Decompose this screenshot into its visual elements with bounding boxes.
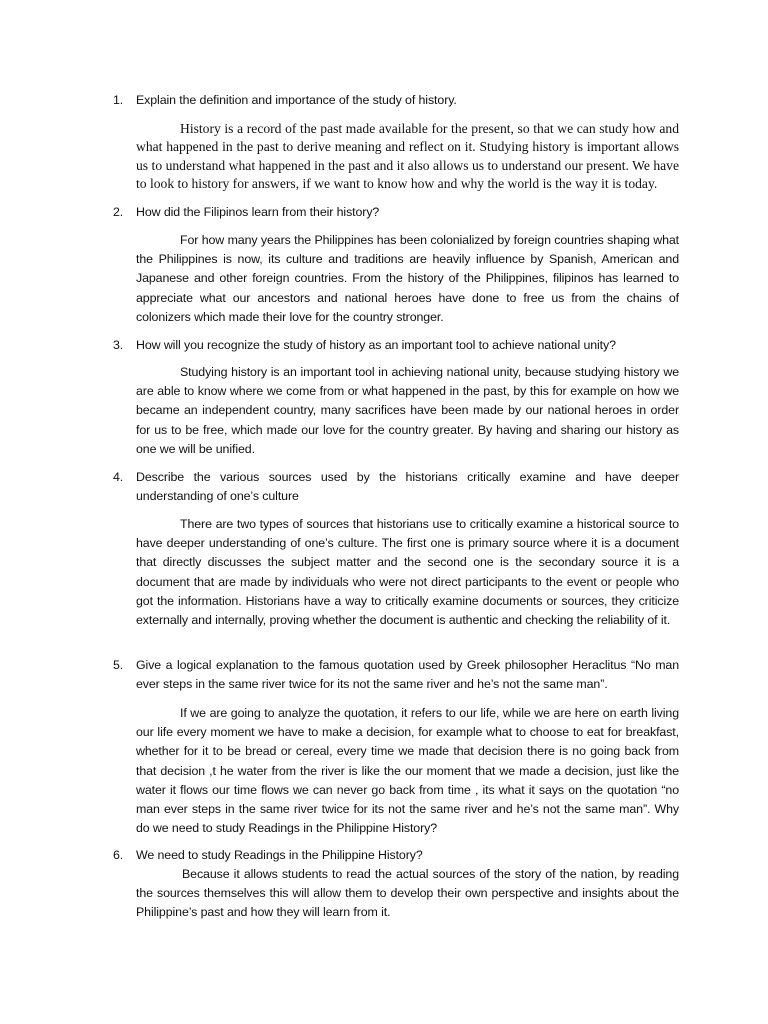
- answer-6: Because it allows students to read the actual sources of the story of the nation, by reading the sources themselves this will allow them to develop their own perspective and insights about the Philippine’s past and how they will learn from it.: [136, 867, 679, 920]
- answer-4: There are two types of sources that historians use to critically examine a historical source to have deeper understanding of one’s culture. The first one is primary source where it is a document that directly discusses the subject matter and the second one is the secondary source it is a document that are made by individuals who were not direct participants to the event or people who got the information. Historians have a way to critically examine documents or sources, they criticize externally and internally, proving whether the document is authentic and checking the reliability of it.: [136, 517, 679, 628]
- question-number: 3.: [113, 338, 124, 352]
- question-number: 2.: [113, 205, 124, 219]
- answer-5: If we are going to analyze the quotation, it refers to our life, while we are here on earth living our life every moment we have to make a decision, for example what to choose to eat for breakfast, whether for it to be bread or cereal, every time we made that decision there is no going back from that decision ,t he water from the river is like the our moment that we made a decision, just like the water it flows our time flows we can never go back from time , its what it says on the quotation “no man ever steps in the same river twice for its not the same river and he’s not the same man”. Why do we need to study Readings in the Philippine History?: [136, 706, 679, 836]
- question-text: Describe the various sources used by the historians critically examine and have deeper understanding of one’s culture: [136, 470, 679, 504]
- question-number: 5.: [113, 658, 124, 672]
- question-5: [113, 656, 679, 694]
- question-number: 6.: [113, 848, 124, 862]
- question-6: [113, 846, 679, 865]
- question-number: 1.: [113, 93, 124, 107]
- question-text: How did the Filipinos learn from their history?: [136, 205, 380, 219]
- question-text: Give a logical explanation to the famous quotation used by Greek philosopher Heraclitus “No man ever steps in the same river twice for its not the same river and he’s not the same man”.: [136, 658, 679, 692]
- question-4: [113, 468, 679, 506]
- answer-1: History is a record of the past made available for the present, so that we can study how and what happened in the past to derive meaning and reflect on it. Studying history is important allows us to understand what happened in the past and it also allows us to understand our present. We have to look to history for answers, if we want to know how and why the world is the way it is today.: [136, 121, 679, 192]
- question-2: [113, 203, 679, 222]
- question-1: [113, 91, 679, 110]
- question-number: 4.: [113, 470, 124, 484]
- question-text: How will you recognize the study of history as an important tool to achieve national unity?: [136, 338, 616, 352]
- question-3: [113, 336, 679, 355]
- answer-3: Studying history is an important tool in achieving national unity, because studying history we are able to know where we come from or what happened in the past, by this for example on how we became an independent country, many sacrifices have been made by our national heroes in order for us to be free, which made our love for the country greater. By having and sharing our history as one we will be unified.: [136, 365, 679, 456]
- question-text: Explain the definition and importance of the study of history.: [136, 93, 457, 107]
- answer-2: For how many years the Philippines has been colonialized by foreign countries shaping what the Philippines is now, its culture and traditions are heavily influence by Spanish, American and Japanese and other foreign countries. From the history of the Philippines, filipinos has learned to appreciate what our ancestors and national heroes have done to free us from the chains of colonizers which made their love for the country stronger.: [136, 233, 679, 324]
- question-text: We need to study Readings in the Philippine History?: [136, 848, 423, 862]
